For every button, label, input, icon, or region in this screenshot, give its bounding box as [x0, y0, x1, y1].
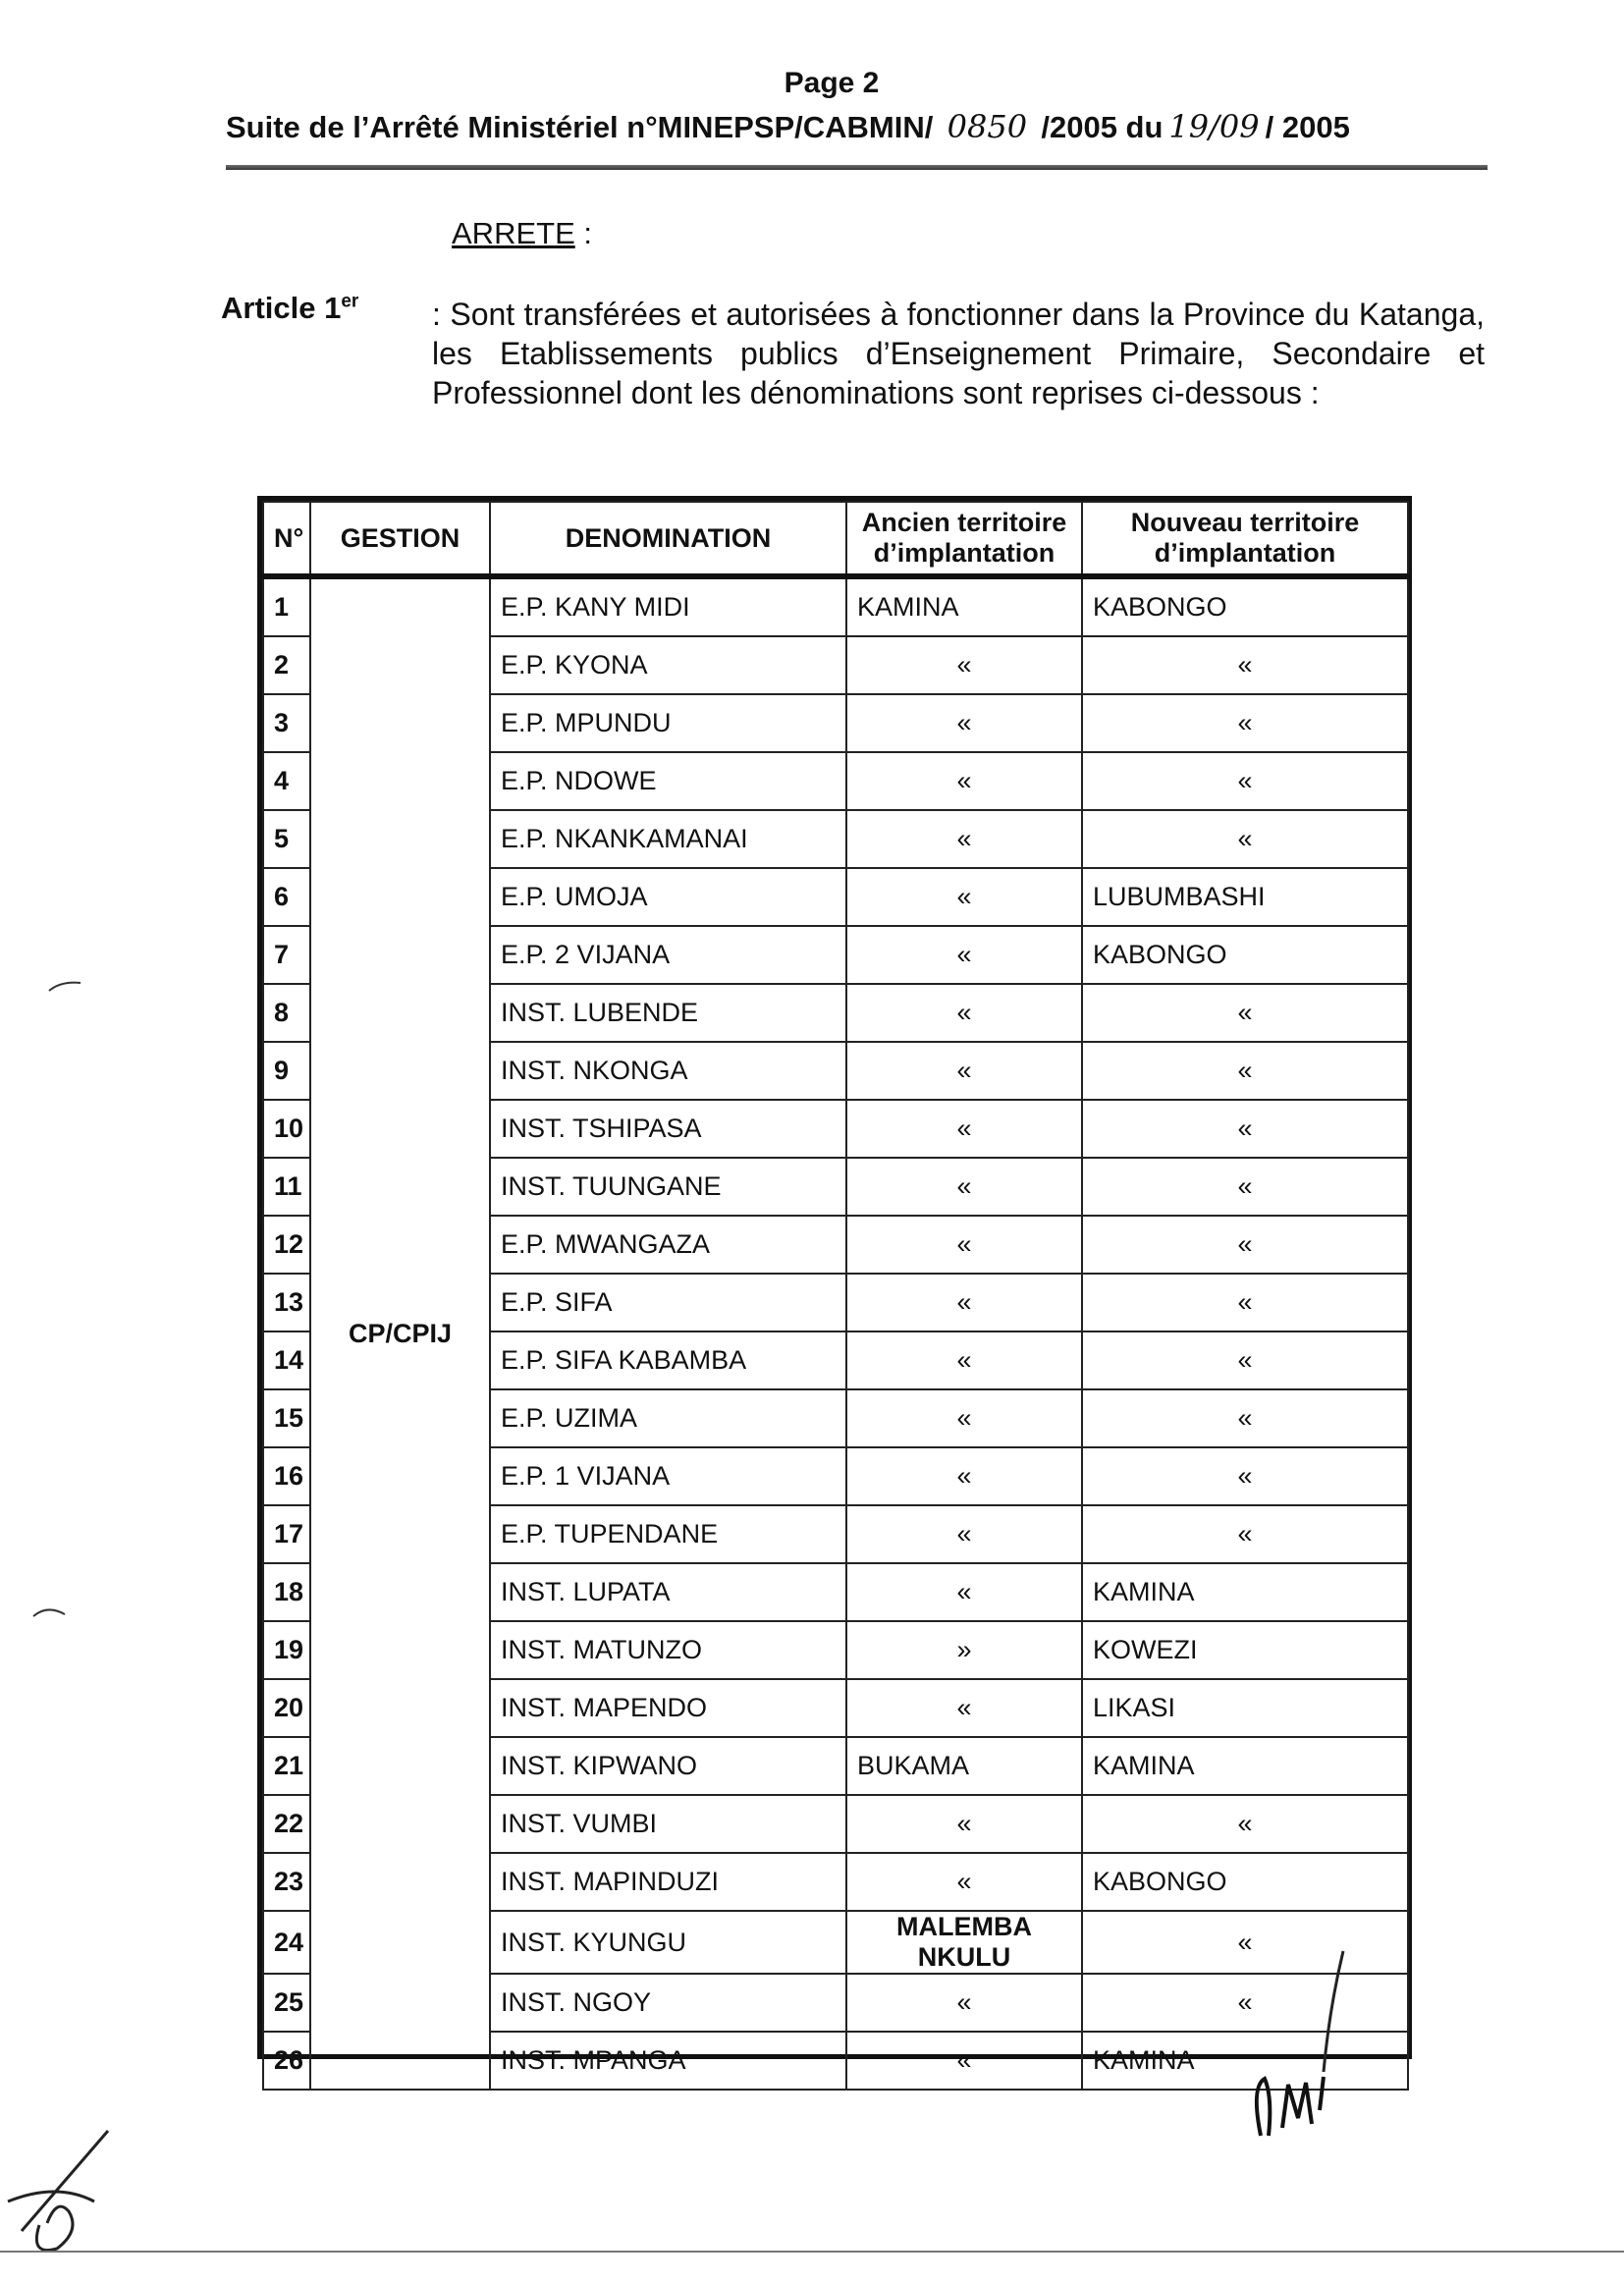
row-number: 1: [263, 576, 310, 636]
row-number: 17: [263, 1505, 310, 1563]
ancien-territoire-cell: «: [846, 868, 1082, 926]
row-number: 10: [263, 1100, 310, 1158]
row-number: 18: [263, 1563, 310, 1621]
article-label-text: Article 1: [221, 291, 342, 325]
row-number: 23: [263, 1853, 310, 1911]
ancien-territoire-cell: BUKAMA: [846, 1737, 1082, 1795]
nouveau-territoire-cell: «: [1082, 1911, 1408, 1974]
nouveau-territoire-cell: KOWEZI: [1082, 1621, 1408, 1679]
nouveau-territoire-cell: «: [1082, 1505, 1408, 1563]
denomination-cell: INST. MPANGA: [490, 2032, 846, 2090]
header-denomination: DENOMINATION: [490, 502, 846, 576]
row-number: 26: [263, 2032, 310, 2090]
nouveau-territoire-cell: «: [1082, 1274, 1408, 1331]
row-number: 5: [263, 810, 310, 868]
header-rule: [226, 165, 1488, 170]
row-number: 4: [263, 752, 310, 810]
ancien-territoire-cell: «: [846, 1274, 1082, 1331]
row-number: 2: [263, 636, 310, 694]
ancien-territoire-cell: «: [846, 694, 1082, 752]
nouveau-territoire-cell: «: [1082, 1974, 1408, 2032]
ancien-territoire-cell: «: [846, 2032, 1082, 2090]
denomination-cell: INST. VUMBI: [490, 1795, 846, 1853]
nouveau-territoire-cell: KAMINA: [1082, 1737, 1408, 1795]
denomination-cell: INST. TSHIPASA: [490, 1100, 846, 1158]
article-text: : Sont transférées et autorisées à fonctionner dans la Province du Katanga, les Etablissements publics d’Enseignement Primaire, Secondaire et Professionnel dont les dénominations sont reprises ci-dessous :: [432, 297, 1485, 410]
nouveau-territoire-cell: «: [1082, 1447, 1408, 1505]
row-number: 6: [263, 868, 310, 926]
ancien-territoire-cell: «: [846, 1974, 1082, 2032]
denomination-cell: E.P. MPUNDU: [490, 694, 846, 752]
denomination-cell: INST. TUUNGANE: [490, 1158, 846, 1216]
row-number: 8: [263, 984, 310, 1042]
nouveau-territoire-cell: KABONGO: [1082, 576, 1408, 636]
ancien-territoire-cell: «: [846, 1795, 1082, 1853]
ancien-territoire-cell: «: [846, 1100, 1082, 1158]
denomination-cell: INST. KIPWANO: [490, 1737, 846, 1795]
ancien-territoire-cell: «: [846, 810, 1082, 868]
denomination-cell: INST. LUPATA: [490, 1563, 846, 1621]
ancien-territoire-cell: »: [846, 1621, 1082, 1679]
ancien-territoire-cell: «: [846, 1853, 1082, 1911]
header-nouveau-territoire: Nouveau territoire d’implantation: [1082, 502, 1408, 576]
row-number: 9: [263, 1042, 310, 1100]
handwritten-date: 19/09: [1168, 108, 1260, 145]
row-number: 15: [263, 1389, 310, 1447]
arrete-heading: [452, 216, 592, 251]
denomination-cell: INST. NKONGA: [490, 1042, 846, 1100]
ancien-territoire-cell: «: [846, 1158, 1082, 1216]
row-number: 12: [263, 1216, 310, 1274]
row-number: 21: [263, 1737, 310, 1795]
ancien-territoire-cell: «: [846, 1389, 1082, 1447]
denomination-cell: E.P. 1 VIJANA: [490, 1447, 846, 1505]
ancien-territoire-cell: KAMINA: [846, 576, 1082, 636]
ancien-territoire-cell: «: [846, 1447, 1082, 1505]
row-number: 16: [263, 1447, 310, 1505]
row-number: 7: [263, 926, 310, 984]
ancien-territoire-cell: «: [846, 1505, 1082, 1563]
arrete-colon: :: [574, 216, 592, 250]
denomination-cell: INST. KYUNGU: [490, 1911, 846, 1974]
table-corner-stroke: [1316, 1949, 1355, 2077]
table-row: [263, 576, 1408, 636]
decree-reference-suffix: / 2005: [1265, 110, 1350, 144]
nouveau-territoire-cell: KABONGO: [1082, 926, 1408, 984]
denomination-cell: E.P. SIFA: [490, 1274, 846, 1331]
denomination-cell: E.P. 2 VIJANA: [490, 926, 846, 984]
denomination-cell: INST. LUBENDE: [490, 984, 846, 1042]
row-number: 11: [263, 1158, 310, 1216]
article-label-sup: er: [341, 291, 359, 312]
nouveau-territoire-cell: «: [1082, 752, 1408, 810]
row-number: 13: [263, 1274, 310, 1331]
schools-table: [257, 496, 1412, 2075]
ancien-territoire-cell: «: [846, 1216, 1082, 1274]
header-number: N°: [263, 502, 310, 576]
nouveau-territoire-cell: «: [1082, 1331, 1408, 1389]
nouveau-territoire-cell: «: [1082, 1216, 1408, 1274]
nouveau-territoire-cell: LUBUMBASHI: [1082, 868, 1408, 926]
nouveau-territoire-cell: «: [1082, 1795, 1408, 1853]
nouveau-territoire-cell: KAMINA: [1082, 1563, 1408, 1621]
nouveau-territoire-cell: KAMINA: [1082, 2032, 1408, 2090]
denomination-cell: INST. MATUNZO: [490, 1621, 846, 1679]
nouveau-territoire-cell: KABONGO: [1082, 1853, 1408, 1911]
nouveau-territoire-cell: «: [1082, 1389, 1408, 1447]
table-body: [263, 576, 1408, 2090]
denomination-cell: E.P. NDOWE: [490, 752, 846, 810]
page-number: Page 2: [784, 67, 880, 99]
denomination-cell: E.P. NKANKAMANAI: [490, 810, 846, 868]
row-number: 14: [263, 1331, 310, 1389]
row-number: 22: [263, 1795, 310, 1853]
decree-reference-middle: /2005 du: [1041, 110, 1164, 144]
handwritten-decree-number: 0850: [947, 108, 1028, 145]
article-label: [221, 291, 358, 326]
paraph-signature: [0, 2121, 137, 2268]
ancien-territoire-cell: «: [846, 752, 1082, 810]
decree-reference-line: [226, 108, 1483, 145]
row-number: 24: [263, 1911, 310, 1974]
initials-signature: [1247, 2067, 1355, 2155]
ancien-territoire-cell: MALEMBA NKULU: [846, 1911, 1082, 1974]
bottom-scan-edge: [0, 2251, 1624, 2253]
nouveau-territoire-cell: «: [1082, 694, 1408, 752]
table-header-row: [263, 502, 1408, 576]
denomination-cell: INST. MAPINDUZI: [490, 1853, 846, 1911]
ancien-territoire-cell: «: [846, 1331, 1082, 1389]
row-number: 20: [263, 1679, 310, 1737]
denomination-cell: E.P. TUPENDANE: [490, 1505, 846, 1563]
denomination-cell: INST. NGOY: [490, 1974, 846, 2032]
decree-reference-prefix: Suite de l’Arrêté Ministériel n°MINEPSP/CABMIN/: [226, 110, 934, 144]
row-number: 19: [263, 1621, 310, 1679]
denomination-cell: E.P. UMOJA: [490, 868, 846, 926]
row-number: 25: [263, 1974, 310, 2032]
ancien-territoire-cell: «: [846, 926, 1082, 984]
nouveau-territoire-cell: LIKASI: [1082, 1679, 1408, 1737]
denomination-cell: E.P. KANY MIDI: [490, 576, 846, 636]
denomination-cell: E.P. SIFA KABAMBA: [490, 1331, 846, 1389]
margin-tick-mark: [47, 977, 86, 997]
nouveau-territoire-cell: «: [1082, 636, 1408, 694]
arrete-word: ARRETE: [452, 216, 575, 250]
nouveau-territoire-cell: «: [1082, 1042, 1408, 1100]
denomination-cell: E.P. KYONA: [490, 636, 846, 694]
gestion-cell: CP/CPIJ: [310, 576, 490, 2090]
nouveau-territoire-cell: «: [1082, 810, 1408, 868]
ancien-territoire-cell: «: [846, 636, 1082, 694]
header-ancien-territoire: Ancien territoire d’implantation: [846, 502, 1082, 576]
denomination-cell: E.P. MWANGAZA: [490, 1216, 846, 1274]
row-number: 3: [263, 694, 310, 752]
ancien-territoire-cell: «: [846, 1042, 1082, 1100]
ancien-territoire-cell: «: [846, 1679, 1082, 1737]
denomination-cell: INST. MAPENDO: [490, 1679, 846, 1737]
denomination-cell: E.P. UZIMA: [490, 1389, 846, 1447]
margin-tick-mark: [31, 1601, 71, 1624]
ancien-territoire-cell: «: [846, 1563, 1082, 1621]
nouveau-territoire-cell: «: [1082, 1100, 1408, 1158]
nouveau-territoire-cell: «: [1082, 984, 1408, 1042]
ancien-territoire-cell: «: [846, 984, 1082, 1042]
nouveau-territoire-cell: «: [1082, 1158, 1408, 1216]
header-gestion: GESTION: [310, 502, 490, 576]
